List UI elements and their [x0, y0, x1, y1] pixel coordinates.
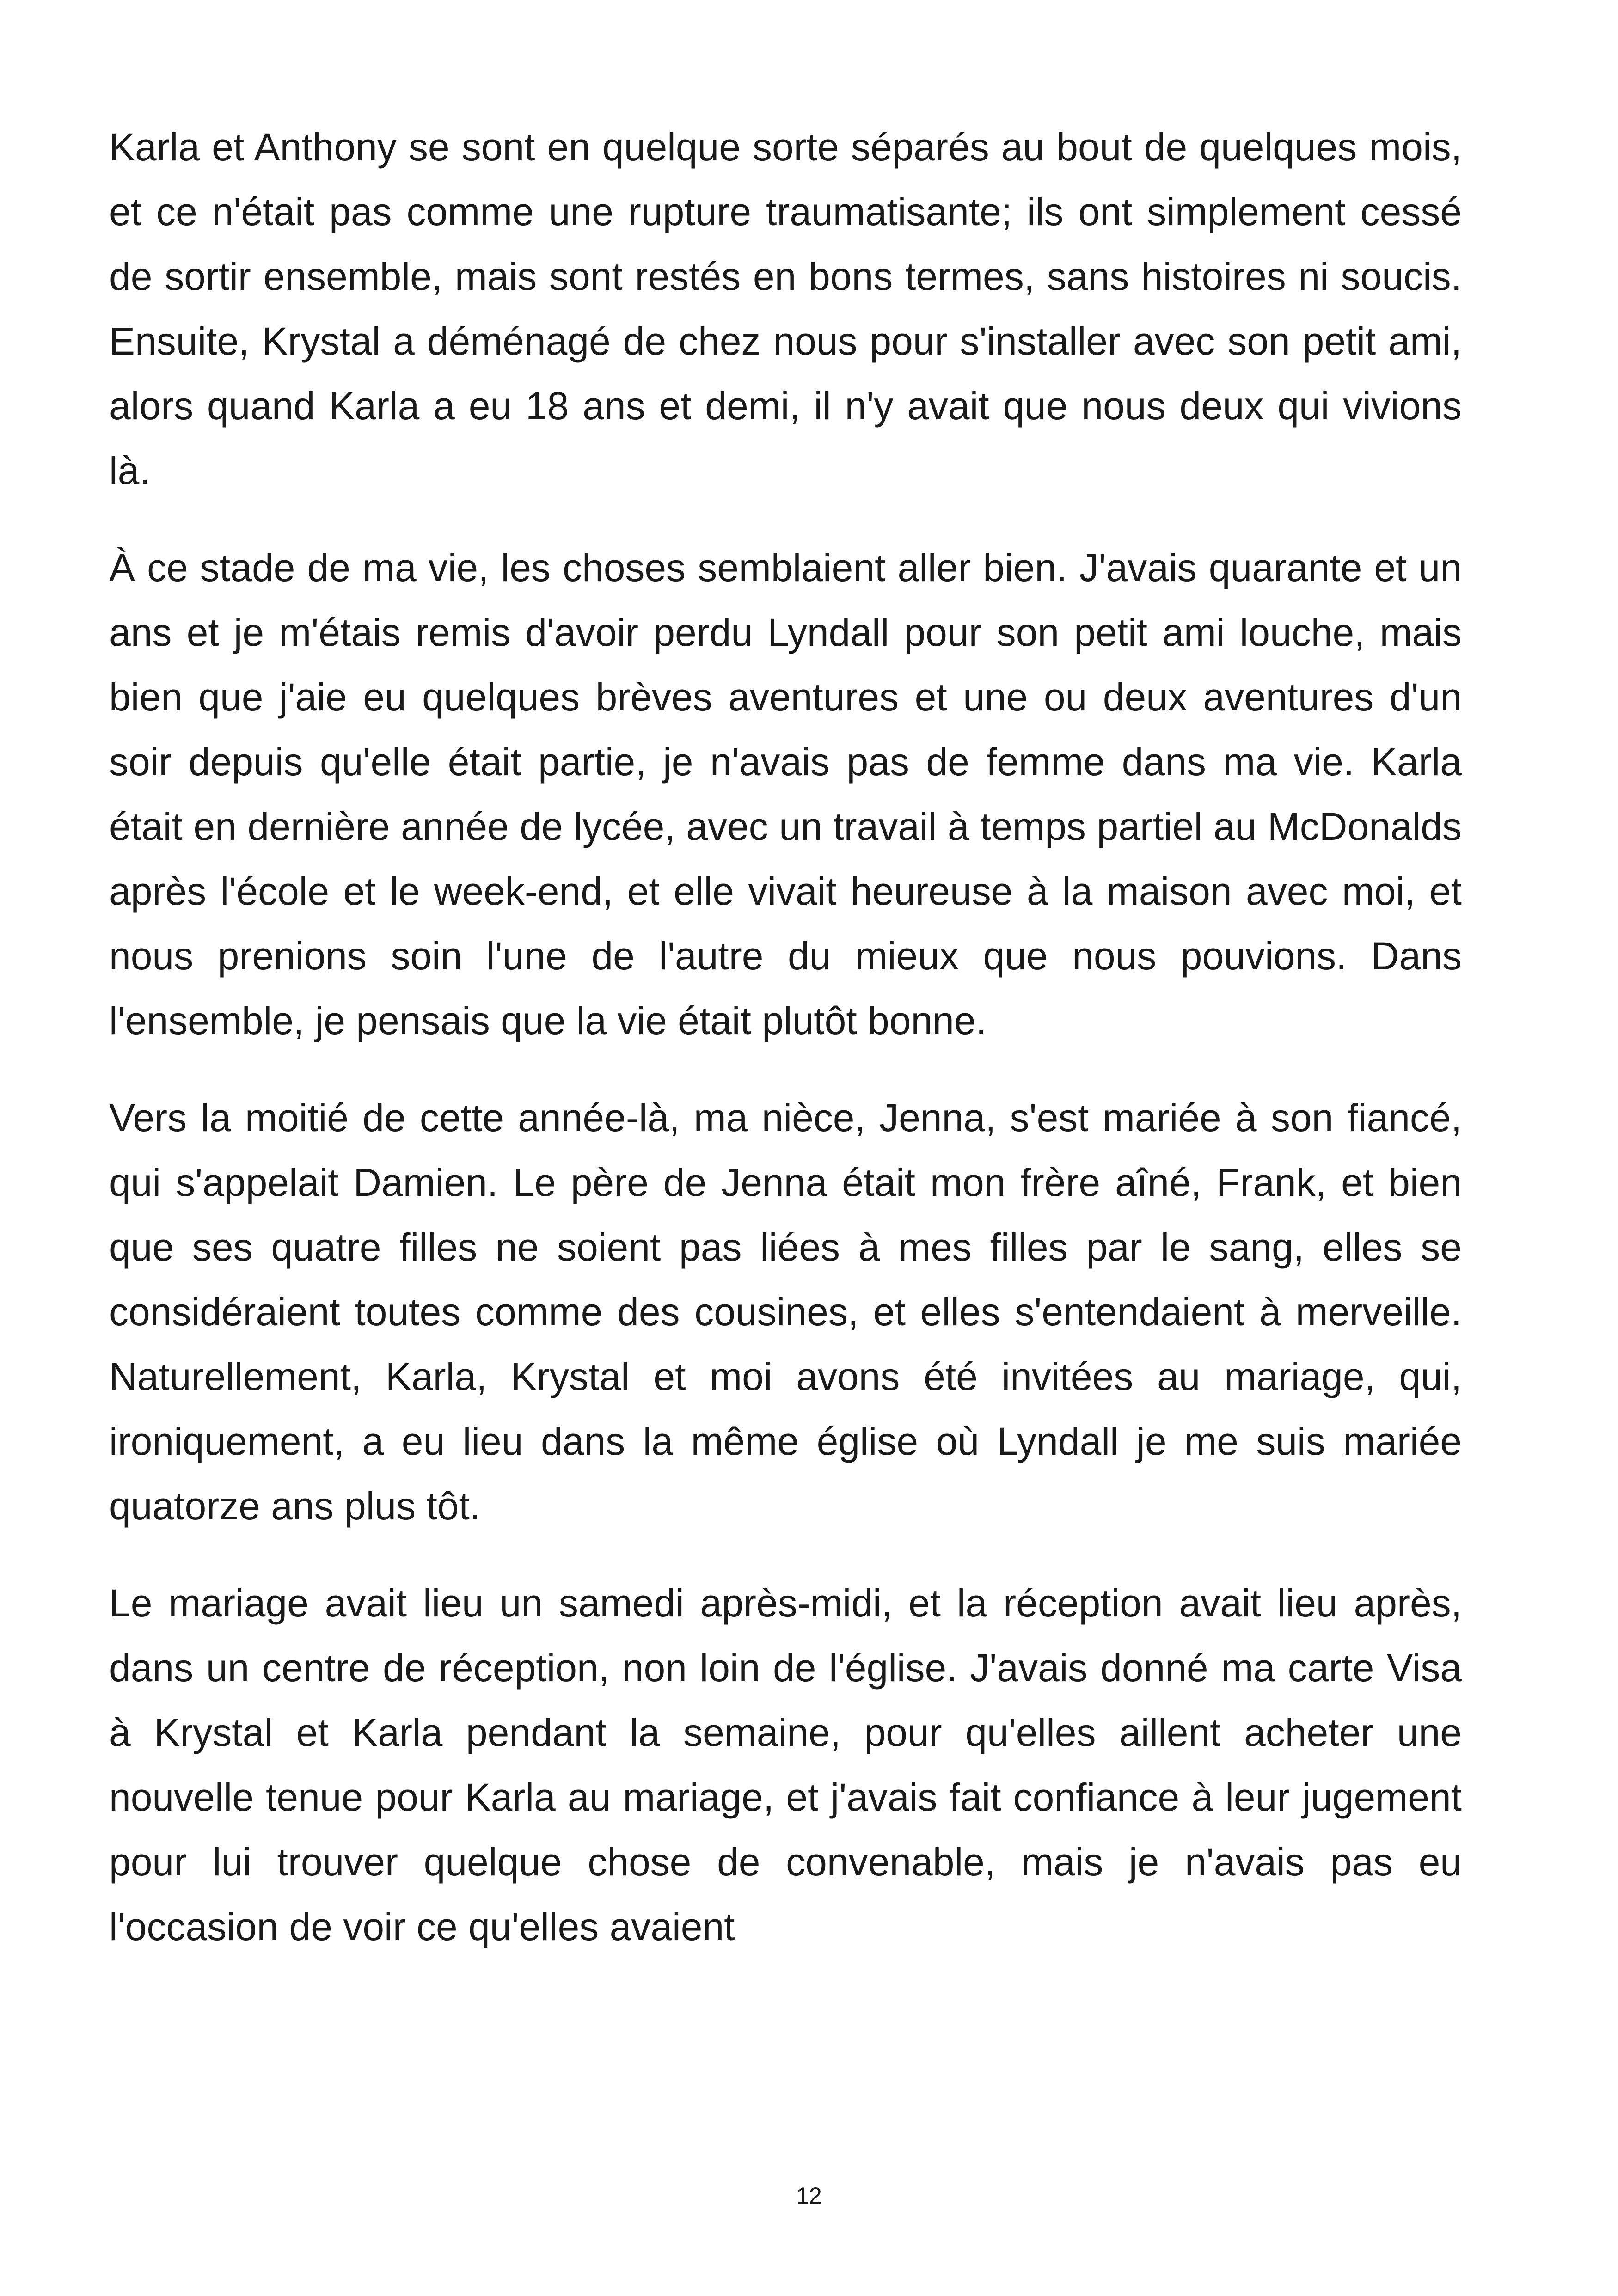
paragraph-1: Karla et Anthony se sont en quelque sorte séparés au bout de quelques mois, et ce n'était pas comme une rupture traumatisante; ils ont simplement cessé de sortir ensemble, mais sont restés en bons termes, sans histoires ni soucis. Ensuite, Krystal a déménagé de chez nous pour s'installer avec son petit ami, alors quand Karla a eu 18 ans et demi, il n'y avait que nous deux qui vivions là.: [109, 125, 1462, 492]
paragraph-2: À ce stade de ma vie, les choses semblaient aller bien. J'avais quarante et un ans et je m'étais remis d'avoir perdu Lyndall pour son petit ami louche, mais bien que j'aie eu quelques brèves aventures et une ou deux aventures d'un soir depuis qu'elle était partie, je n'avais pas de femme dans ma vie. Karla était en dernière année de lycée, avec un travail à temps partiel au McDonalds après l'école et le week-end, et elle vivait heureuse à la maison avec moi, et nous prenions soin l'une de l'autre du mieux que nous pouvions. Dans l'ensemble, je pensais que la vie était plutôt bonne.: [109, 546, 1462, 1042]
paragraph-4: Le mariage avait lieu un samedi après-midi, et la réception avait lieu après, dans un centre de réception, non loin de l'église. J'avais donné ma carte Visa à Krystal et Karla pendant la semaine, pour qu'elles aillent acheter une nouvelle tenue pour Karla au mariage, et j'avais fait confiance à leur jugement pour lui trouver quelque chose de convenable, mais je n'avais pas eu l'occasion de voir ce qu'elles avaient: [109, 1581, 1462, 1948]
page-number: 12: [796, 2183, 822, 2209]
body-text: [109, 115, 1462, 1991]
paragraph-3: Vers la moitié de cette année-là, ma nièce, Jenna, s'est mariée à son fiancé, qui s'appelait Damien. Le père de Jenna était mon frère aîné, Frank, et bien que ses quatre filles ne soient pas liées à mes filles par le sang, elles se considéraient toutes comme des cousines, et elles s'entendaient à merveille. Naturellement, Karla, Krystal et moi avons été invitées au mariage, qui, ironiquement, a eu lieu dans la même église où Lyndall je me suis mariée quatorze ans plus tôt.: [109, 1096, 1462, 1528]
